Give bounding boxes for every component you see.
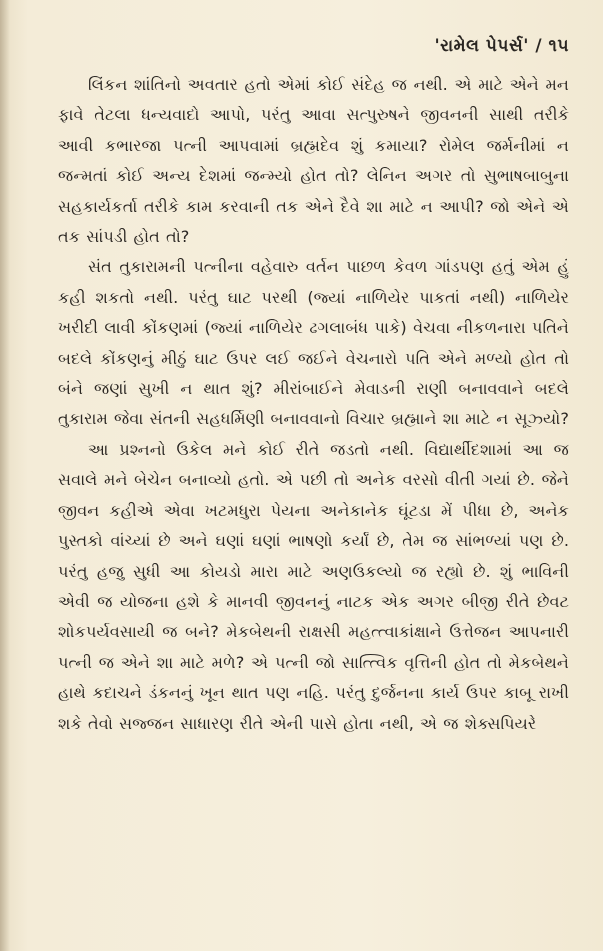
paragraph-2: સંત તુકારામની પત્નીના વહેવારુ વર્તન પાછળ કેવળ ગાંડપણ હતું એમ હું કહી શકતો નથી. પરંતુ ઘાટ પરથી (જ્યાં નાળિયેર પાકતાં નથી) નાળિયેર ખરીદી લાવી કોંકણમાં (જ્યાં નાળિયેર ઢગલાબંધ પાકે) વેચવા નીકળનારા પતિને બદલે કોંકણનું મીઠું ઘાટ ઉપર લઈ જઈને વેચનારો પતિ એને મળ્યો હોત તો બંને જણાં સુખી ન થાત શું? મીરાંબાઈને મેવાડની રાણી બનાવવાને બદલે તુકારામ જેવા સંતની સહધર્મિણી બનાવવાનો વિચાર બ્રહ્માને શા માટે ન સૂઝ્યો?	[58, 257, 569, 429]
paragraph-1: લિંકન શાંતિનો અવતાર હતો એમાં કોઈ સંદેહ જ નથી. એ માટે એને મન ફાવે તેટલા ધન્યવાદો આપો, પરંતુ આવા સત્પુરુષને જીવનની સાથી તરીકે આવી કભારજા પત્ની આપવામાં બ્રહ્મદેવ શું કમાયા? રોમેલ જર્મનીમાં ન જન્મતાં કોઈ અન્ય દેશમાં જન્મ્યો હોત તો? લેનિન અગર તો સુભાષબાબુના સહકાર્યકર્તા તરીકે કામ કરવાની તક એને દૈવે શા માટે ન આપી? જો એને એ તક સાંપડી હોત તો?	[58, 75, 569, 247]
running-header: 'રામેલ પેપર્સ' / ૧૫	[434, 36, 569, 56]
body-text	[58, 70, 569, 739]
paragraph-3: આ પ્રશ્નનો ઉકેલ મને કોઈ રીતે જડતો નથી. વિદ્યાર્થીદશામાં આ જ સવાલે મને બેચેન બનાવ્યો હતો. એ પછી તો અનેક વરસો વીતી ગયાં છે. જેને જીવન કહીએ એવા ખટમધુરા પેયના અનેકાનેક ઘૂંટડા મેં પીધા છે, અનેક પુસ્તકો વાંચ્યાં છે અને ઘણાં ઘણાં ભાષણો કર્યાં છે, તેમ જ સાંભળ્યાં પણ છે. પરંતુ હજુ સુધી આ કોયડો મારા માટે અણઉકલ્યો જ રહ્યો છે. શું ભાવિની એવી જ યોજના હશે કે માનવી જીવનનું નાટક એક અગર બીજી રીતે છેવટ શોકપર્યવસાયી જ બને? મેકબેથની રાક્ષસી મહત્ત્વાકાંક્ષાને ઉત્તેજન આપનારી પત્ની જ એને શા માટે મળે? એ પત્ની જો સાત્ત્વિક વૃત્તિની હોત તો મેકબેથને હાથે કદાચને ડંકનનું ખૂન થાત પણ નહિ. પરંતુ દુર્જનના કાર્ય ઉપર કાબૂ રાખી શકે તેવો સજ્જન સાધારણ રીતે એની પાસે હોતા નથી, એ જ શેક્સપિયરે	[58, 439, 569, 733]
binding-shadow	[0, 0, 10, 951]
